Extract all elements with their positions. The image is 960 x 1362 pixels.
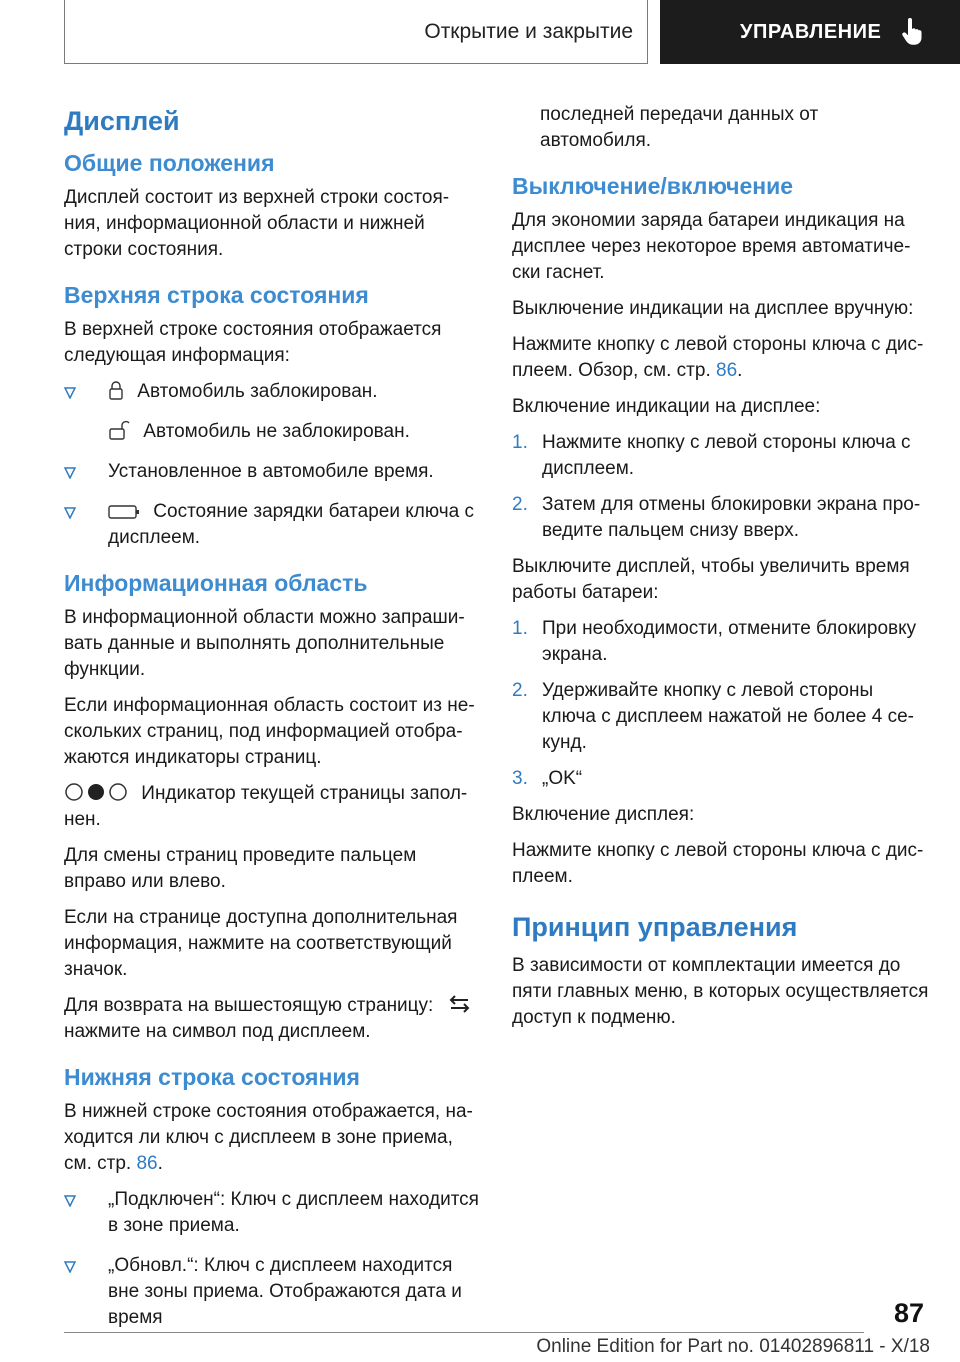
- paragraph: В нижней строке состояния отображается, на-ходится ли ключ с дисплеем в зоне приема, см. стр. 86.: [64, 1100, 473, 1174]
- list-item: Автомобиль заблокирован.: [64, 379, 480, 405]
- paragraph: Для возврата на вышестоящую страницу: нажмите на символ под дисплеем.: [64, 993, 480, 1045]
- paragraph: Включение индикации на дисплее:: [512, 395, 821, 417]
- lock-closed-icon: [108, 380, 124, 400]
- paragraph: Нажмите кнопку с левой стороны ключа с дис-плеем. Обзор, см. стр. 86.: [512, 333, 924, 381]
- paragraph: Дисплей состоит из верхней строки состоя-ния, информационной области и нижней строки состояния.: [64, 186, 450, 260]
- page-link[interactable]: 86: [136, 1152, 158, 1174]
- paragraph: Выключите дисплей, чтобы увеличить время работы батареи:: [512, 555, 910, 603]
- paragraph: Выключение индикации на дисплее вручную:: [512, 297, 914, 319]
- page-number: 87: [893, 1298, 924, 1328]
- numbered-item: 2. Удерживайте кнопку с левой стороны ключа с дисплеем нажатой не более 4 се-кунд.: [512, 679, 914, 753]
- heading-top-status-bar: Верхняя строка состояния: [64, 281, 369, 308]
- section-title: Открытие и закрытие: [424, 19, 633, 43]
- back-arrow-icon: [447, 994, 473, 1014]
- page-link[interactable]: 86: [716, 359, 738, 381]
- list-item: Автомобиль не заблокирован.: [64, 419, 480, 445]
- paragraph: Если на странице доступна дополнительная информация, нажмите на соответствующий значок.: [64, 906, 458, 980]
- numbered-item: 2. Затем для отмены блокировки экрана про-ведите пальцем снизу вверх.: [512, 493, 921, 541]
- paragraph-continued: последней передачи данных от автомобиля.: [540, 104, 819, 151]
- heading-bottom-status-bar: Нижняя строка состояния: [64, 1063, 360, 1090]
- bullet-triangle-icon: [64, 467, 76, 479]
- list-item: „Обновл.“: Ключ с дисплеем находится вне зоны приема. Отображаются дата и время: [64, 1253, 480, 1331]
- paragraph: Индикатор текущей страницы запол-нен.: [64, 782, 468, 830]
- bullet-triangle-icon: [64, 1195, 76, 1207]
- right-column: [512, 96, 932, 1041]
- battery-icon: [108, 504, 140, 520]
- page-indicator-icon: [64, 782, 128, 802]
- pointing-hand-icon: [901, 18, 923, 46]
- section-tab: [64, 0, 648, 64]
- paragraph: Для экономии заряда батареи индикация на дисплее через некоторое время автоматиче-ски гаснет.: [512, 209, 911, 283]
- paragraph: В зависимости от комплектации имеется до пяти главных меню, в которых осуществляется доступ к подменю.: [512, 954, 929, 1028]
- left-column: [64, 96, 480, 1345]
- paragraph: Нажмите кнопку с левой стороны ключа с дис-плеем.: [512, 839, 924, 887]
- paragraph: В верхней строке состояния отображается следующая информация:: [64, 318, 442, 366]
- chapter-title: УПРАВЛЕНИЕ: [740, 20, 882, 43]
- paragraph: В информационной области можно запраши-вать данные и выполнять дополнительные функции.: [64, 606, 465, 680]
- heading-on-off: Выключение/включение: [512, 173, 794, 199]
- list-item: Состояние зарядки батареи ключа с дисплеем.: [64, 499, 480, 551]
- lock-open-icon: [108, 420, 130, 440]
- footer-divider: [64, 1332, 864, 1333]
- footer-edition: Online Edition for Part no. 01402896811 - X/18: [536, 1336, 930, 1357]
- paragraph: Для смены страниц проведите пальцем вправо или влево.: [64, 844, 417, 892]
- numbered-item: 1. При необходимости, отмените блокировку экрана.: [512, 617, 917, 665]
- heading-operating-principle: Принцип управления: [512, 911, 798, 942]
- chapter-tab: [660, 0, 960, 64]
- paragraph: Включение дисплея:: [512, 803, 695, 825]
- numbered-item: 3. „OK“: [512, 767, 583, 789]
- numbered-item: 1. Нажмите кнопку с левой стороны ключа с дисплеем.: [512, 431, 911, 479]
- bullet-triangle-icon: [64, 507, 76, 519]
- bullet-triangle-icon: [64, 387, 76, 399]
- paragraph: Если информационная область состоит из не-скольких страниц, под информацией отобра-жаются индикаторы страниц.: [64, 694, 475, 768]
- list-item: „Подключен“: Ключ с дисплеем находится в зоне приема.: [64, 1187, 480, 1239]
- bullet-triangle-icon: [64, 1261, 76, 1273]
- list-item: Установленное в автомобиле время.: [64, 459, 480, 485]
- heading-info-area: Информационная область: [64, 569, 368, 596]
- page-title: Дисплей: [64, 106, 180, 136]
- heading-general: Общие положения: [64, 150, 275, 177]
